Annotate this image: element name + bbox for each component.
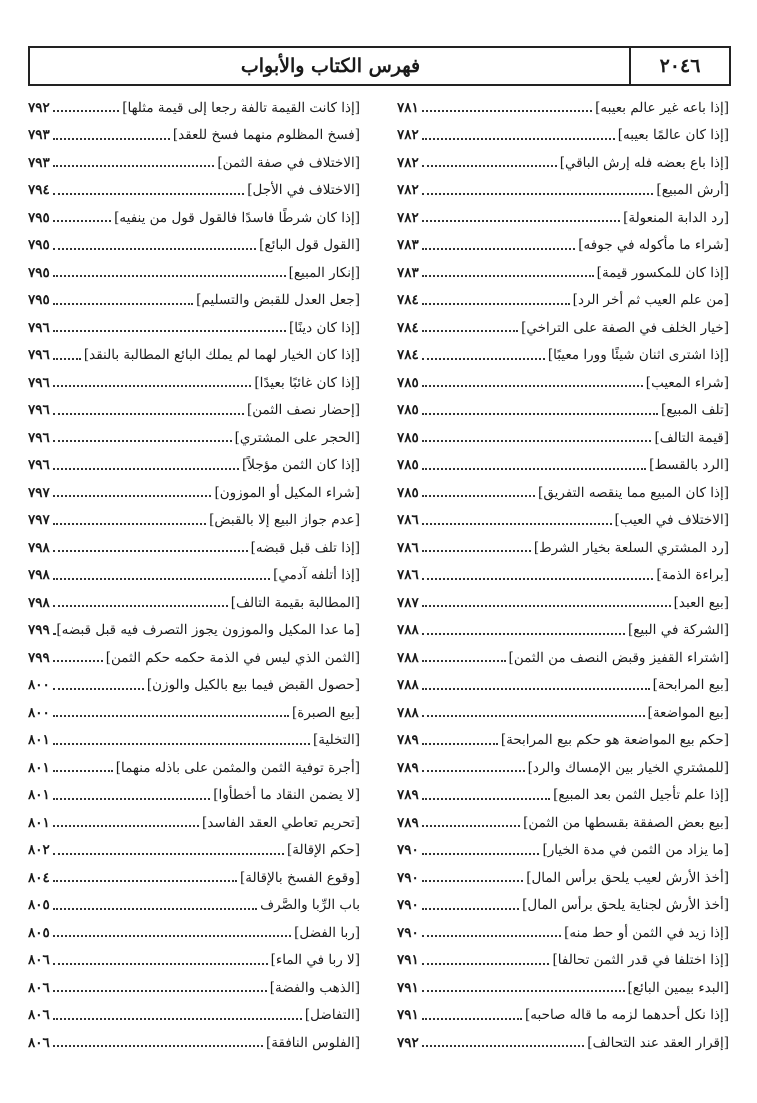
leader-dots — [53, 577, 270, 580]
leader-dots — [53, 384, 252, 387]
entry-page-number: ٧٩٠ — [397, 869, 419, 886]
entry-page-number: ٧٩٠ — [397, 924, 419, 941]
entry-title: [حكم الإقالة] — [287, 842, 360, 859]
index-entry — [28, 342, 360, 370]
entry-title: [وقوع الفسخ بالإقالة] — [239, 869, 360, 886]
leader-dots — [422, 494, 535, 497]
index-entry — [28, 589, 360, 617]
index-entry — [28, 287, 360, 315]
leader-dots — [53, 1017, 302, 1020]
index-entry — [28, 94, 360, 122]
entry-title: [لا ربا في الماء] — [270, 952, 360, 969]
leader-dots — [53, 192, 244, 195]
entry-title: [اشتراء القفيز وقبض النصف من الثمن] — [508, 649, 729, 666]
entry-title: [حصول القبض فيما بيع بالكيل والوزن] — [146, 677, 360, 694]
leader-dots — [422, 852, 540, 855]
leader-dots — [422, 797, 550, 800]
entry-page-number: ٧٨٢ — [397, 127, 419, 144]
entry-page-number: ٧٩٨ — [28, 539, 50, 556]
entry-page-number: ٧٨٢ — [397, 182, 419, 199]
index-entry — [28, 177, 360, 205]
entry-title: [الشركة في البيع] — [627, 622, 729, 639]
entry-page-number: ٧٨٥ — [397, 374, 419, 391]
index-entry — [397, 534, 729, 562]
entry-page-number: ٨٠٦ — [28, 1034, 50, 1051]
entry-title: [إذا كان الثمن مؤجلاً] — [242, 457, 360, 474]
entry-page-number: ٨٠٦ — [28, 979, 50, 996]
index-entry — [397, 424, 729, 452]
entry-page-number: ٧٩٦ — [28, 347, 50, 364]
index-column-left — [28, 94, 360, 1057]
entry-page-number: ٧٨٣ — [397, 237, 419, 254]
entry-page-number: ٧٩١ — [397, 952, 419, 969]
leader-dots — [422, 989, 625, 992]
leader-dots — [53, 632, 54, 635]
entry-title: [إذا باع بعضه فله إرش الباقي] — [559, 154, 729, 171]
leader-dots — [53, 274, 286, 277]
entry-title: [شراء المعيب] — [645, 374, 729, 391]
entry-title: [أجرة توفية الثمن والمثمن على باذله منهما] — [115, 759, 360, 776]
leader-dots — [422, 109, 592, 112]
entry-title: [إذا تلف قبل قبضه] — [250, 539, 360, 556]
leader-dots — [53, 494, 212, 497]
index-entry — [28, 452, 360, 480]
entry-title: [شراء ما مأكوله في جوفه] — [578, 237, 729, 254]
leader-dots — [53, 109, 119, 112]
leader-dots — [53, 934, 291, 937]
entry-title: [بيع بعض الصفقة بقسطها من الثمن] — [523, 814, 729, 831]
index-entry — [397, 1002, 729, 1030]
entry-page-number: ٧٩٥ — [28, 292, 50, 309]
index-entry — [28, 534, 360, 562]
entry-page-number: ٧٩٢ — [28, 99, 50, 116]
leader-dots — [422, 274, 594, 277]
entry-title: [رد المشتري السلعة بخيار الشرط] — [533, 539, 729, 556]
entry-page-number: ٧٩٠ — [397, 842, 419, 859]
entry-page-number: ٧٩٠ — [397, 897, 419, 914]
entry-page-number: ٧٩٣ — [28, 127, 50, 144]
index-entry — [28, 727, 360, 755]
entry-title: [إذا زيد في الثمن أو حط منه] — [564, 924, 729, 941]
index-entry — [28, 782, 360, 810]
leader-dots — [53, 467, 239, 470]
entry-page-number: ٧٨٩ — [397, 732, 419, 749]
entry-title: [الرد بالقسط] — [649, 457, 729, 474]
leader-dots — [422, 769, 525, 772]
leader-dots — [53, 879, 237, 882]
entry-page-number: ٧٩٦ — [28, 429, 50, 446]
entry-page-number: ٨٠١ — [28, 759, 50, 776]
entry-page-number: ٧٩٤ — [28, 182, 50, 199]
entry-page-number: ٨٠٦ — [28, 952, 50, 969]
entry-page-number: ٧٩١ — [397, 979, 419, 996]
index-entry — [28, 562, 360, 590]
entry-title: [المطالبة بقيمة التالف] — [230, 594, 360, 611]
entry-title: [التفاضل] — [304, 1007, 360, 1024]
index-entry — [28, 259, 360, 287]
entry-title: [بيع الصبرة] — [291, 704, 360, 721]
index-entry — [397, 479, 729, 507]
entry-title: [الاختلاف في العيب] — [614, 512, 729, 529]
page-header — [28, 46, 731, 86]
entry-page-number: ٨٠٥ — [28, 924, 50, 941]
entry-title: [التخلية] — [313, 732, 360, 749]
entry-page-number: ٧٩١ — [397, 1007, 419, 1024]
entry-page-number: ٧٨٦ — [397, 567, 419, 584]
index-entry — [397, 864, 729, 892]
index-entry — [28, 122, 360, 150]
leader-dots — [422, 467, 646, 470]
leader-dots — [422, 934, 561, 937]
entry-page-number: ٧٩٦ — [28, 319, 50, 336]
entry-page-number: ٧٨١ — [397, 99, 419, 116]
entry-title: [ما عدا المكيل والموزون يجوز التصرف فيه قبل قبضه] — [56, 622, 360, 639]
leader-dots — [422, 687, 650, 690]
leader-dots — [422, 219, 620, 222]
entry-title: [أخذ الأرش لعيب يلحق برأس المال] — [526, 869, 729, 886]
index-entry — [397, 149, 729, 177]
entry-title: [إذا أتلفه آدمي] — [273, 567, 360, 584]
entry-title: [الاختلاف في الأجل] — [247, 182, 360, 199]
entry-page-number: ٧٨٥ — [397, 457, 419, 474]
index-entry — [397, 837, 729, 865]
entry-page-number: ٨٠٦ — [28, 1007, 50, 1024]
entry-title: [إذا كان غائبًا بعيدًا] — [254, 374, 360, 391]
entry-page-number: ٧٨٥ — [397, 402, 419, 419]
entry-title: [قيمة التالف] — [654, 429, 729, 446]
leader-dots — [422, 577, 654, 580]
entry-title: [القول قول البائع] — [259, 237, 360, 254]
leader-dots — [422, 659, 506, 662]
entry-page-number: ٧٩٥ — [28, 264, 50, 281]
entry-title: [إذا كان للمكسور قيمة] — [596, 264, 729, 281]
entry-title: [بيع المرابحة] — [652, 677, 729, 694]
entry-page-number: ٧٩٨ — [28, 594, 50, 611]
leader-dots — [53, 219, 111, 222]
leader-dots — [53, 852, 284, 855]
entry-page-number: ٧٩٥ — [28, 209, 50, 226]
leader-dots — [422, 247, 576, 250]
leader-dots — [422, 714, 645, 717]
page-title: فهرس الكتاب والأبواب — [240, 55, 421, 77]
entry-title: [الاختلاف في صفة الثمن] — [217, 154, 360, 171]
entry-title: [إذا اختلفا في قدر الثمن تحالفا] — [552, 952, 729, 969]
leader-dots — [422, 192, 654, 195]
index-entry — [397, 892, 729, 920]
entry-title: [إذا كان المبيع مما ينقصه التفريق] — [538, 484, 729, 501]
leader-dots — [53, 137, 170, 140]
leader-dots — [53, 769, 113, 772]
entry-title: [براءة الذمة] — [656, 567, 729, 584]
entry-title: [إذا كان الخيار لهما لم يملك البائع المطالبة بالنقد] — [83, 347, 360, 364]
index-entry — [28, 947, 360, 975]
entry-page-number: ٧٨٩ — [397, 787, 419, 804]
index-entry — [397, 947, 729, 975]
entry-page-number: ٧٩٦ — [28, 457, 50, 474]
entry-page-number: ٧٨٤ — [397, 319, 419, 336]
index-entry — [397, 342, 729, 370]
leader-dots — [422, 137, 615, 140]
index-entry — [28, 864, 360, 892]
index-entry — [28, 892, 360, 920]
entry-title: [البدء بيمين البائع] — [627, 979, 729, 996]
leader-dots — [422, 439, 652, 442]
entry-title: [الفلوس النافقة] — [265, 1034, 360, 1051]
index-entry — [397, 727, 729, 755]
index-entry — [28, 974, 360, 1002]
entry-page-number: ٧٨٨ — [397, 622, 419, 639]
entry-title: [الحجر على المشتري] — [234, 429, 360, 446]
index-entry — [397, 699, 729, 727]
entry-title: [بيع المواضعة] — [647, 704, 729, 721]
entry-title: [إنكار المبيع] — [288, 264, 360, 281]
leader-dots — [422, 907, 519, 910]
leader-dots — [422, 1017, 522, 1020]
leader-dots — [422, 879, 523, 882]
index-entry — [397, 672, 729, 700]
entry-title: [تلف المبيع] — [660, 402, 729, 419]
index-entry — [28, 699, 360, 727]
index-entry — [397, 782, 729, 810]
leader-dots — [53, 357, 81, 360]
entry-page-number: ٧٨٧ — [397, 594, 419, 611]
entry-page-number: ٨٠٠ — [28, 704, 50, 721]
leader-dots — [53, 687, 144, 690]
entry-page-number: ٧٨٨ — [397, 649, 419, 666]
leader-dots — [53, 439, 232, 442]
index-entry — [397, 919, 729, 947]
entry-page-number: ٨٠١ — [28, 732, 50, 749]
index-entry — [28, 424, 360, 452]
index-entry — [28, 507, 360, 535]
entry-title: [جعل العدل للقبض والتسليم] — [196, 292, 360, 309]
index-entry — [28, 617, 360, 645]
leader-dots — [53, 247, 256, 250]
entry-page-number: ٧٩٦ — [28, 402, 50, 419]
leader-dots — [422, 1044, 585, 1047]
leader-dots — [422, 164, 557, 167]
index-entry — [28, 479, 360, 507]
leader-dots — [53, 797, 211, 800]
entry-page-number: ٧٨٩ — [397, 814, 419, 831]
entry-page-number: ٧٨٨ — [397, 704, 419, 721]
entry-title: [خيار الخلف في الصفة على التراخي] — [521, 319, 729, 336]
entry-page-number: ٨٠١ — [28, 814, 50, 831]
entry-page-number: ٧٩٧ — [28, 512, 50, 529]
entry-title: [إذا اشترى اثنان شيئًا وورا معيبًا] — [547, 347, 729, 364]
index-entry — [397, 122, 729, 150]
entry-page-number: ٧٨٥ — [397, 429, 419, 446]
index-entry — [397, 232, 729, 260]
entry-page-number: ٧٨٩ — [397, 759, 419, 776]
leader-dots — [53, 659, 103, 662]
leader-dots — [422, 549, 531, 552]
index-entry — [397, 259, 729, 287]
leader-dots — [53, 962, 268, 965]
entry-page-number: ٧٨٤ — [397, 347, 419, 364]
entry-title: [شراء المكيل أو الموزون] — [214, 484, 360, 501]
leader-dots — [53, 907, 257, 910]
index-entry — [397, 287, 729, 315]
entry-title: [لا يضمن النقاد ما أخطأوا] — [213, 787, 360, 804]
entry-title: [إقرار العقد عند التحالف] — [587, 1034, 729, 1051]
index-entry — [28, 837, 360, 865]
entry-title: [تحريم تعاطي العقد الفاسد] — [202, 814, 360, 831]
index-entry — [397, 452, 729, 480]
entry-page-number: ٧٩٥ — [28, 237, 50, 254]
entry-page-number: ٧٩٧ — [28, 484, 50, 501]
entry-title: [إحضار نصف الثمن] — [246, 402, 360, 419]
leader-dots — [53, 164, 215, 167]
entry-page-number: ٧٩٣ — [28, 154, 50, 171]
entry-title: [للمشتري الخيار بين الإمساك والرد] — [527, 759, 729, 776]
entry-page-number: ٨٠٥ — [28, 897, 50, 914]
index-entry — [397, 644, 729, 672]
leader-dots — [422, 412, 658, 415]
entry-page-number: ٧٩٦ — [28, 374, 50, 391]
entry-title: [رد الدابة المنعولة] — [623, 209, 729, 226]
entry-title: [أرش المبيع] — [656, 182, 729, 199]
leader-dots — [53, 412, 244, 415]
index-entry — [28, 232, 360, 260]
index-entry — [397, 754, 729, 782]
leader-dots — [53, 549, 248, 552]
entry-title: [إذا كان عالمًا بعيبه] — [617, 127, 729, 144]
leader-dots — [53, 604, 228, 607]
entry-title: [فسخ المظلوم منهما فسخ للعقد] — [172, 127, 360, 144]
entry-page-number: ٨٠٤ — [28, 869, 50, 886]
leader-dots — [422, 962, 550, 965]
entry-title: [إذا كان دينًا] — [288, 319, 360, 336]
index-entry — [397, 562, 729, 590]
index-entry — [397, 369, 729, 397]
index-entry — [397, 314, 729, 342]
entry-page-number: ٧٨٣ — [397, 264, 419, 281]
entry-title: [عدم جواز البيع إلا بالقبض] — [209, 512, 360, 529]
entry-page-number: ٧٩٩ — [28, 649, 50, 666]
leader-dots — [53, 302, 193, 305]
index-entry — [28, 369, 360, 397]
entry-page-number: ٧٩٢ — [397, 1034, 419, 1051]
leader-dots — [422, 742, 498, 745]
index-entry — [28, 1029, 360, 1057]
page-number: ٢٠٤٦ — [629, 48, 729, 84]
entry-title: [إذا نكل أحدهما لزمه ما قاله صاحبه] — [525, 1007, 729, 1024]
entry-page-number: ٧٨٦ — [397, 539, 419, 556]
entry-page-number: ٧٨٢ — [397, 154, 419, 171]
leader-dots — [422, 824, 520, 827]
leader-dots — [53, 989, 267, 992]
entry-page-number: ٨٠٠ — [28, 677, 50, 694]
entry-page-number: ٧٩٩ — [28, 622, 50, 639]
index-entry — [397, 397, 729, 425]
index-entry — [397, 507, 729, 535]
index-entry — [397, 589, 729, 617]
leader-dots — [422, 302, 570, 305]
leader-dots — [422, 329, 518, 332]
index-entry — [28, 754, 360, 782]
leader-dots — [422, 632, 625, 635]
entry-page-number: ٧٨٨ — [397, 677, 419, 694]
leader-dots — [53, 522, 206, 525]
index-entry — [397, 1029, 729, 1057]
index-entry — [28, 919, 360, 947]
index-entry — [28, 204, 360, 232]
entry-title: [أخذ الأرش لجناية يلحق برأس المال] — [522, 897, 729, 914]
entry-page-number: ٧٨٦ — [397, 512, 419, 529]
leader-dots — [422, 384, 643, 387]
index-entry — [397, 974, 729, 1002]
entry-title: [من علم العيب ثم أخر الرد] — [572, 292, 729, 309]
index-column-right — [397, 94, 729, 1057]
leader-dots — [53, 1044, 263, 1047]
index-entry — [397, 204, 729, 232]
index-entry — [28, 672, 360, 700]
entry-title: [إذا كانت القيمة تالفة رجعا إلى قيمة مثلها] — [122, 99, 360, 116]
entry-title: [إذا علم تأجيل الثمن بعد المبيع] — [553, 787, 729, 804]
index-entry — [397, 617, 729, 645]
index-entry — [397, 809, 729, 837]
entry-title: [إذا كان شرطًا فاسدًا فالقول قول من ينفيه] — [114, 209, 360, 226]
index-entry — [397, 177, 729, 205]
leader-dots — [422, 357, 545, 360]
leader-dots — [53, 824, 199, 827]
entry-title: [بيع العبد] — [673, 594, 729, 611]
entry-title: [الثمن الذي ليس في الذمة حكمه حكم الثمن] — [105, 649, 360, 666]
index-entry — [28, 644, 360, 672]
entry-page-number: ٧٨٥ — [397, 484, 419, 501]
entry-title: [ربا الفضل] — [294, 924, 360, 941]
leader-dots — [422, 522, 612, 525]
leader-dots — [422, 604, 671, 607]
index-entry — [28, 397, 360, 425]
entry-page-number: ٨٠١ — [28, 787, 50, 804]
entry-page-number: ٨٠٢ — [28, 842, 50, 859]
index-entry — [28, 149, 360, 177]
index-entry — [28, 314, 360, 342]
entry-title: باب الرِّبا والصَّرف — [260, 897, 360, 914]
entry-title: [الذهب والفضة] — [269, 979, 360, 996]
leader-dots — [53, 714, 289, 717]
leader-dots — [53, 329, 286, 332]
entry-title: [ما يزاد من الثمن في مدة الخيار] — [542, 842, 729, 859]
index-entry — [28, 1002, 360, 1030]
index-entry — [397, 94, 729, 122]
entry-title: [حكم بيع المواضعة هو حكم بيع المرابحة] — [500, 732, 729, 749]
entry-title: [إذا باعه غير عالم بعيبه] — [595, 99, 729, 116]
index-entry — [28, 809, 360, 837]
entry-page-number: ٧٩٨ — [28, 567, 50, 584]
leader-dots — [53, 742, 310, 745]
entry-page-number: ٧٨٢ — [397, 209, 419, 226]
entry-page-number: ٧٨٤ — [397, 292, 419, 309]
